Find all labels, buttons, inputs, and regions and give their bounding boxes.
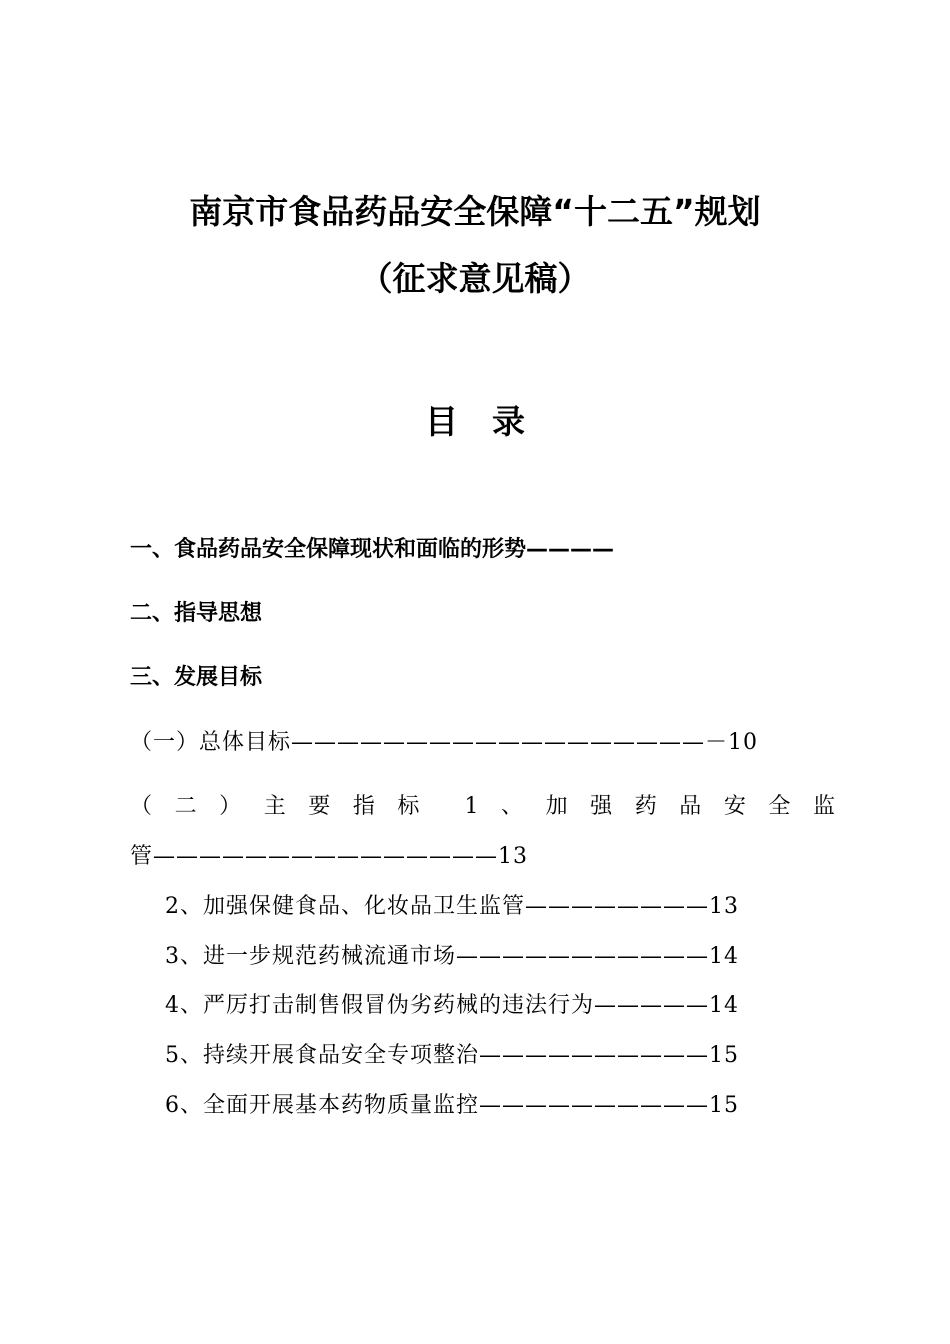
indicator-char: （: [130, 794, 153, 819]
indicator-char: 指: [352, 794, 375, 819]
toc-sub-item-6: 6、全面开展基本药物质量监控——————————15: [165, 1093, 739, 1118]
indicator-char: 监: [812, 794, 835, 819]
toc-section-3: 三、发展目标: [130, 665, 263, 690]
indicator-char: 、: [501, 794, 524, 819]
indicator-char: 主: [263, 794, 286, 819]
indicator-char: 全: [768, 794, 791, 819]
document-title: 南京市食品药品安全保障“十二五”规划: [189, 192, 761, 231]
indicator-char: 二: [174, 794, 197, 819]
indicator-char: 药: [634, 794, 657, 819]
indicator-char: 加: [545, 794, 568, 819]
indicator-char: 要: [308, 794, 331, 819]
indicator-char: ）: [219, 794, 242, 819]
toc-section-2: 二、指导思想: [130, 601, 263, 626]
indicator-char: 标: [397, 794, 420, 819]
toc-sub-item-4: 4、严厉打击制售假冒伪劣药械的违法行为—————14: [165, 993, 739, 1018]
toc-heading-left: 目: [425, 402, 458, 441]
indicator-char: 安: [723, 794, 746, 819]
toc-item-main-indicators: [130, 792, 835, 822]
toc-section-1: 一、食品药品安全保障现状和面临的形势————: [130, 537, 615, 562]
toc-sub-item-2: 2、加强保健食品、化妆品卫生监管————————13: [165, 894, 739, 919]
document-subtitle: （征求意见稿）: [359, 259, 591, 298]
toc-heading: [0, 396, 950, 443]
indicator-char: 1: [464, 794, 479, 819]
toc-sub-item-3: 3、进一步规范药械流通市场———————————14: [165, 944, 739, 969]
indicator-char: 强: [590, 794, 613, 819]
toc-item-main-indicators-cont: 管———————————————13: [130, 844, 528, 869]
indicator-char: 品: [679, 794, 702, 819]
toc-sub-item-5: 5、持续开展食品安全专项整治——————————15: [165, 1043, 739, 1068]
toc-heading-right: 录: [492, 402, 525, 441]
toc-item-overall-goal: （一）总体目标——————————————————－10: [130, 730, 758, 755]
